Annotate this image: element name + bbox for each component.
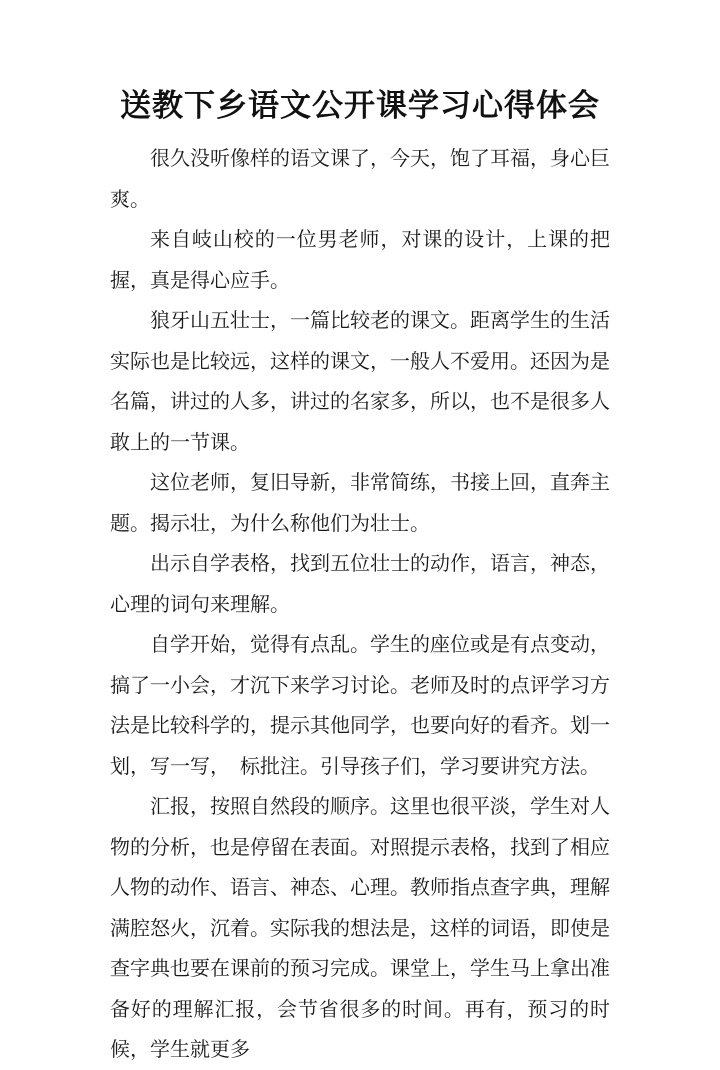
document-body bbox=[110, 138, 610, 1070]
paragraph: 这位老师，复旧导新，非常简练，书接上回，直奔主题。揭示壮，为什么称他们为壮士。 bbox=[110, 470, 610, 535]
paragraph: 狼牙山五壮士，一篇比较老的课文。距离学生的生活实际也是比较远，这样的课文，一般人不爱用。还因为是名篇，讲过的人多，讲过的名家多，所以，也不是很多人敢上的一节课。 bbox=[110, 308, 610, 454]
paragraph: 出示自学表格，找到五位壮士的动作，语言，神态，心理的词句来理解。 bbox=[110, 551, 610, 616]
page-title: 送教下乡语文公开课学习心得体会 bbox=[120, 88, 600, 124]
paragraph: 来自岐山校的一位男老师，对课的设计，上课的把握，真是得心应手。 bbox=[110, 227, 610, 292]
paragraph: 汇报，按照自然段的顺序。这里也很平淡，学生对人物的分析，也是停留在表面。对照提示表格，找到了相应人物的动作、语言、神态、心理。教师指点查字典，理解满腔怒火，沉着。实际我的想法是，这样的词语，即使是查字典也要在课前的预习完成。课堂上，学生马上拿出准备好的理解汇报，会节省很多的时间。再有，预习的时候，学生就更多 bbox=[110, 794, 610, 1061]
paragraph: 很久没听像样的语文课了，今天，饱了耳福，身心巨爽。 bbox=[110, 146, 610, 211]
paragraph: 自学开始，觉得有点乱。学生的座位或是有点变动，搞了一小会，才沉下来学习讨论。老师及时的点评学习方法是比较科学的，提示其他同学，也要向好的看齐。划一划，写一写， 标批注。引导孩子们，学习要讲究方法。 bbox=[110, 632, 610, 778]
